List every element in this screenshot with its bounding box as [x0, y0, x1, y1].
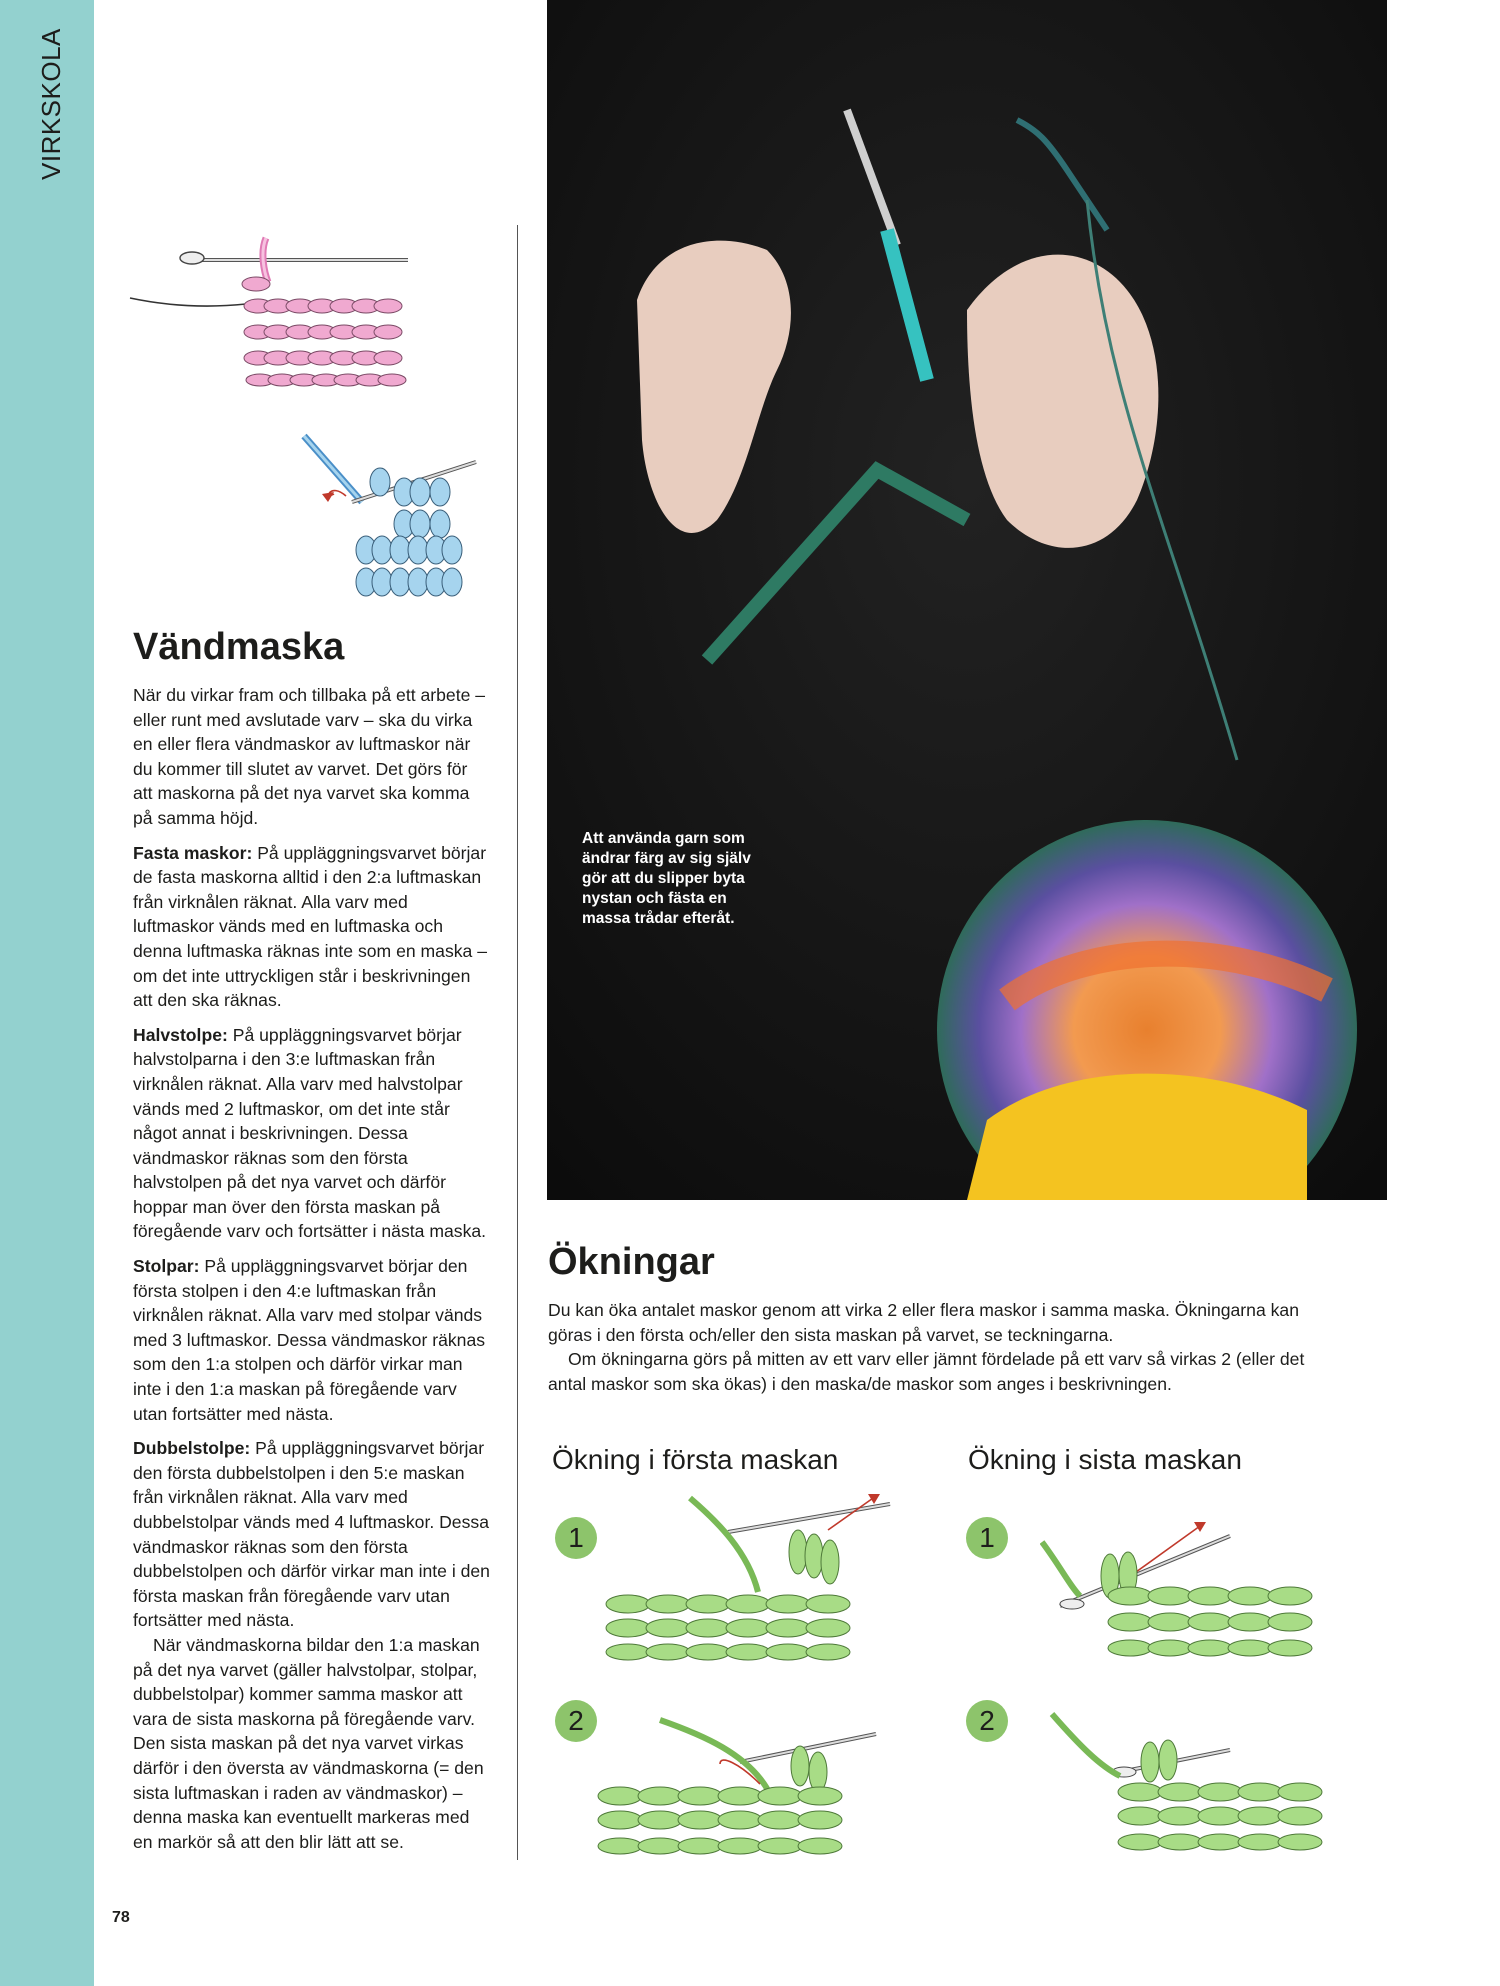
- vandmaska-closing: När vändmaskorna bildar den 1:a maskan på det nya varvet (gäller halvstolpar, stolpar, dubbelstolpar) kommer samma maskor att vara de sista maskorna på föregående varv. Den sista maskan på det nya varvet virkas därför i den översta av vändmaskorna (= den sista luftmaskan i raden av vändmaskor) – denna maska kan eventuellt markeras med en markör så att den blir lätt att se.: [133, 1634, 484, 1852]
- dubbelstolpe-label: Dubbelstolpe:: [133, 1438, 251, 1459]
- step-badge-first-1: 1: [555, 1517, 597, 1559]
- vandmaska-body: [133, 683, 491, 1854]
- vandmaska-heading: Vändmaska: [133, 626, 345, 668]
- section-tab-label: VIRKSKOLA: [36, 28, 66, 180]
- step-badge-last-2: 2: [966, 1700, 1008, 1742]
- column-divider: [517, 225, 518, 1860]
- increase-first-stitch-step1-illustration: [598, 1492, 898, 1667]
- crochet-photo-art: [547, 0, 1387, 1200]
- first-stitch-increase-title: Ökning i första maskan: [552, 1444, 839, 1475]
- page-number: 78: [112, 1909, 130, 1926]
- halvstolpe-label: Halvstolpe:: [133, 1024, 228, 1045]
- dubbelstolpe-paragraph: [133, 1436, 491, 1633]
- dubbelstolpe-text: På uppläggningsvarvet börjar den första dubbelstolpen i den 5:e maskan från virknålen räknat. Alla varv med dubbelstolpar vänds med 4 luftmaskor. Dessa vändmaskor räknas som den första dubbelstolpen och därför virkar man inte i den första maskan från föregående varv utan fortsätter med nästa.: [133, 1438, 490, 1631]
- photo-caption: Att använda garn som ändrar färg av sig själv gör att du slipper byta nystan och fästa en massa trådar efteråt.: [582, 830, 751, 927]
- vandmaska-intro: När du virkar fram och tillbaka på ett arbete – eller runt med avslutade varv – ska du virka en eller flera vändmaskor av luftmaskor när du kommer till slutet av varvet. Det görs för att maskorna på det nya varvet ska komma på samma höjd.: [133, 685, 486, 828]
- increase-first-stitch-step2-illustration: [590, 1714, 880, 1864]
- section-tab: [34, 28, 66, 188]
- okningar-heading: Ökningar: [548, 1241, 715, 1283]
- step-badge-first-2: 2: [555, 1700, 597, 1742]
- okningar-body: [548, 1298, 1338, 1396]
- stolpar-label: Stolpar:: [133, 1256, 200, 1277]
- fasta-label: Fasta maskor:: [133, 842, 253, 863]
- stolpar-text: På uppläggningsvarvet börjar den första stolpen i den 4:e luftmaskan från virknålen räknat. Alla varv med stolpar vänds med 3 luftmaskor. Dessa vändmaskor räknas som den 1:a stolpen och därför virkar man inte i den 1:a maskan på föregående varv utan fortsätter med nästa.: [133, 1256, 486, 1424]
- okningar-paragraph-1: Du kan öka antalet maskor genom att virka 2 eller flera maskor i samma maska. Ökningarna kan göras i den första och/eller den sista maskan på varvet, se teckningarna.: [548, 1300, 1299, 1345]
- halvstolpe-text: På uppläggningsvarvet börjar halvstolparna i den 3:e luftmaskan från virknålen räknat. Alla varv med halvstolpar vänds med 2 luftmaskor, om det inte står något annat i beskrivningen. Dessa vändmaskor räknas som den första halvstolpen på det nya varvet och därför hoppar man över den första maskan på föregående varv och fortsätter i nästa maska.: [133, 1024, 487, 1242]
- stolpar-paragraph: [133, 1254, 491, 1426]
- okningar-paragraph-2: Om ökningarna görs på mitten av ett varv eller jämnt fördelade på ett varv så virkas 2 (eller det antal maskor som ska ökas) i den maska/de maskor som anges i beskrivningen.: [548, 1349, 1305, 1394]
- increase-last-stitch-step1-illustration: [1040, 1516, 1340, 1676]
- step-badge-last-1: 1: [966, 1517, 1008, 1559]
- fasta-paragraph: [133, 841, 491, 1013]
- last-stitch-increase-title: Ökning i sista maskan: [968, 1444, 1242, 1475]
- turning-chain-illustration-blue: [300, 432, 480, 612]
- fasta-text: På uppläggningsvarvet börjar de fasta maskorna alltid i den 2:a luftmaskan från virknålen räknat. Alla varv med luftmaskor vänds med en luftmaska och denna luftmaska räknas inte som en maska – om det inte uttryckligen står i beskrivningen att den ska räknas.: [133, 842, 488, 1011]
- halvstolpe-paragraph: [133, 1023, 491, 1244]
- side-stripe: [0, 0, 94, 1986]
- crochet-photo: [547, 0, 1387, 1200]
- increase-last-stitch-step2-illustration: [1040, 1706, 1340, 1866]
- turning-chain-illustration-pink: [128, 232, 418, 392]
